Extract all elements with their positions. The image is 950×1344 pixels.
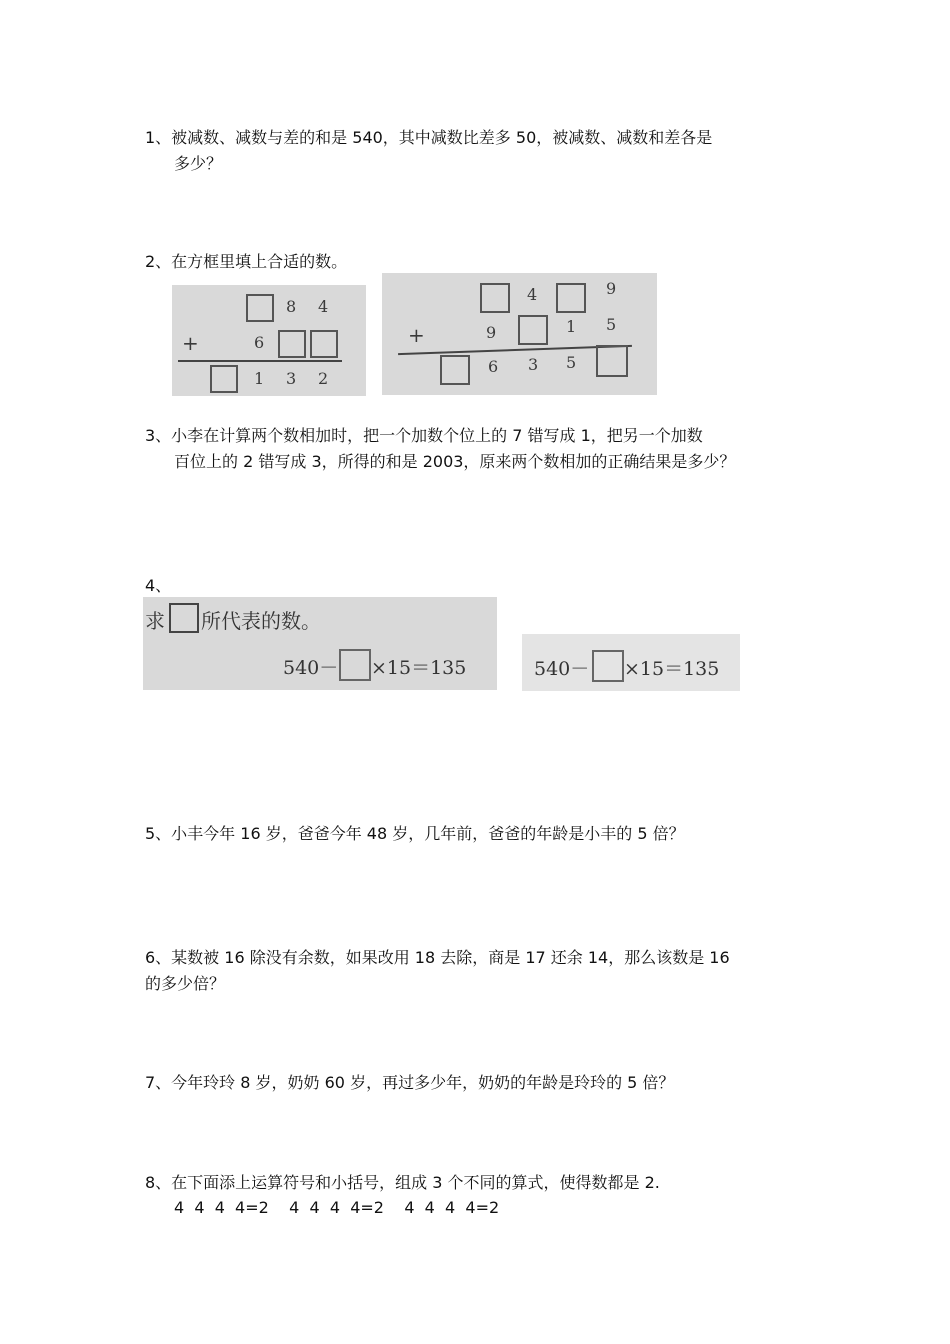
blank-box: [518, 315, 548, 345]
digit: 6: [254, 333, 265, 352]
question-2-text: 2、在方框里填上合适的数。: [145, 252, 348, 271]
instruction-lead: 求: [145, 609, 165, 633]
question-1-line-1: 1、被减数、减数与差的和是 540，其中减数比差多 50，被减数、减数和差各是: [145, 128, 713, 147]
digit: 1: [254, 369, 265, 388]
blank-box: [278, 330, 306, 358]
equation-image-1: [143, 597, 497, 690]
question-7-text: 7、今年玲玲 8 岁，奶奶 60 岁，再过多少年，奶奶的年龄是玲玲的 5 倍？: [145, 1073, 675, 1092]
equation-right: ×15＝135: [624, 658, 720, 680]
question-8-line-2: 4 4 4 4=2 4 4 4 4=2 4 4 4 4=2: [174, 1198, 500, 1217]
equation-right: ×15＝135: [371, 657, 467, 679]
blank-box: [556, 283, 586, 313]
sum-line: [178, 360, 342, 362]
digit: 5: [566, 353, 577, 372]
equation-left: 540－: [283, 657, 339, 679]
question-1-line-2: 多少？: [174, 154, 223, 173]
equation-left: 540－: [534, 658, 590, 680]
instruction-tail: 所代表的数。: [201, 609, 321, 633]
blank-box: [246, 294, 274, 322]
blank-box: [310, 330, 338, 358]
blank-box: [480, 283, 510, 313]
blank-box: [210, 365, 238, 393]
question-6-line-1: 6、某数被 16 除没有余数，如果改用 18 去除，商是 17 还余 14，那么该数是 16: [145, 948, 730, 967]
blank-box: [169, 603, 199, 633]
question-5-text: 5、小丰今年 16 岁，爸爸今年 48 岁，几年前，爸爸的年龄是小丰的 5 倍？: [145, 824, 685, 843]
plus-sign: +: [182, 331, 199, 355]
plus-sign: +: [408, 323, 425, 347]
digit: 9: [486, 323, 497, 342]
blank-box: [596, 345, 628, 377]
question-6-line-2: 的多少倍？: [145, 974, 226, 993]
addition-puzzle-image-2: [382, 273, 657, 395]
digit: 3: [528, 355, 539, 374]
digit: 3: [286, 369, 297, 388]
question-4-number: 4、: [145, 576, 172, 595]
addition-puzzle-image-1: [172, 285, 366, 396]
equation-image-2: [522, 634, 740, 691]
digit: 2: [318, 369, 329, 388]
blank-box: [339, 649, 371, 681]
question-8-line-1: 8、在下面添上运算符号和小括号，组成 3 个不同的算式，使得数都是 2.: [145, 1173, 660, 1192]
digit: 4: [318, 297, 329, 316]
digit: 5: [606, 315, 617, 334]
digit: 1: [566, 317, 577, 336]
digit: 9: [606, 279, 617, 298]
digit: 4: [527, 285, 538, 304]
question-3-line-1: 3、小李在计算两个数相加时，把一个加数个位上的 7 错写成 1，把另一个加数: [145, 426, 703, 445]
digit: 8: [286, 297, 297, 316]
question-3-line-2: 百位上的 2 错写成 3，所得的和是 2003，原来两个数相加的正确结果是多少？: [174, 452, 736, 471]
digit: 6: [488, 357, 499, 376]
blank-box: [440, 355, 470, 385]
blank-box: [592, 650, 624, 682]
